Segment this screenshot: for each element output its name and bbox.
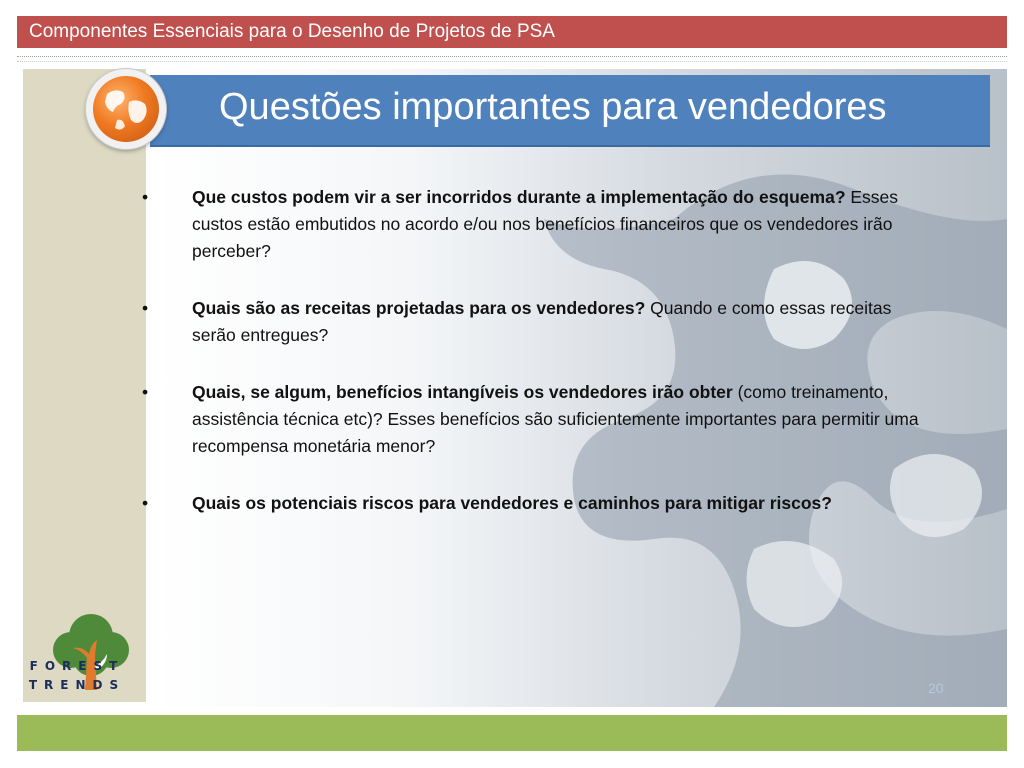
list-item xyxy=(136,184,936,265)
slide-title: Questões importantes para vendedores xyxy=(219,86,887,128)
bullet-marker: • xyxy=(142,298,149,318)
bullet-question: Quais, se algum, benefícios intangíveis os vendedores irão obter xyxy=(192,382,733,402)
bullet-text: Quando e como essas receitas serão entregues? xyxy=(192,298,892,345)
list-item xyxy=(136,379,936,460)
globe-icon xyxy=(86,69,166,149)
bullet-marker: • xyxy=(142,382,149,402)
bullet-question: Quais são as receitas projetadas para os vendedores? xyxy=(192,298,646,318)
header-bar xyxy=(17,16,1007,48)
bullet-list xyxy=(136,184,936,547)
bullet-marker: • xyxy=(142,493,149,513)
logo-text-trends: TRENDS xyxy=(28,678,126,692)
sidebar-panel xyxy=(23,69,149,702)
list-item xyxy=(136,295,936,349)
divider xyxy=(17,61,1007,62)
footer-bar xyxy=(17,715,1007,751)
divider xyxy=(17,56,1007,57)
bullet-text: (como treinamento, assistência técnica etc)? Esses benefícios são suficientemente importantes para permitir uma recompensa monetária menor? xyxy=(192,382,919,456)
bullet-question: Que custos podem vir a ser incorridos durante a implementação do esquema? xyxy=(192,187,846,207)
bullet-text: Esses custos estão embutidos no acordo e/ou nos benefícios financeiros que os vendedores irão perceber? xyxy=(192,187,899,261)
list-item xyxy=(136,490,936,517)
bullet-marker: • xyxy=(142,187,149,207)
bullet-question: Quais os potenciais riscos para vendedores e caminhos para mitigar riscos? xyxy=(192,493,832,513)
page-number: 20 xyxy=(928,680,944,696)
header-title: Componentes Essenciais para o Desenho de Projetos de PSA xyxy=(29,21,555,42)
logo-text-forest: FOREST xyxy=(29,659,125,673)
